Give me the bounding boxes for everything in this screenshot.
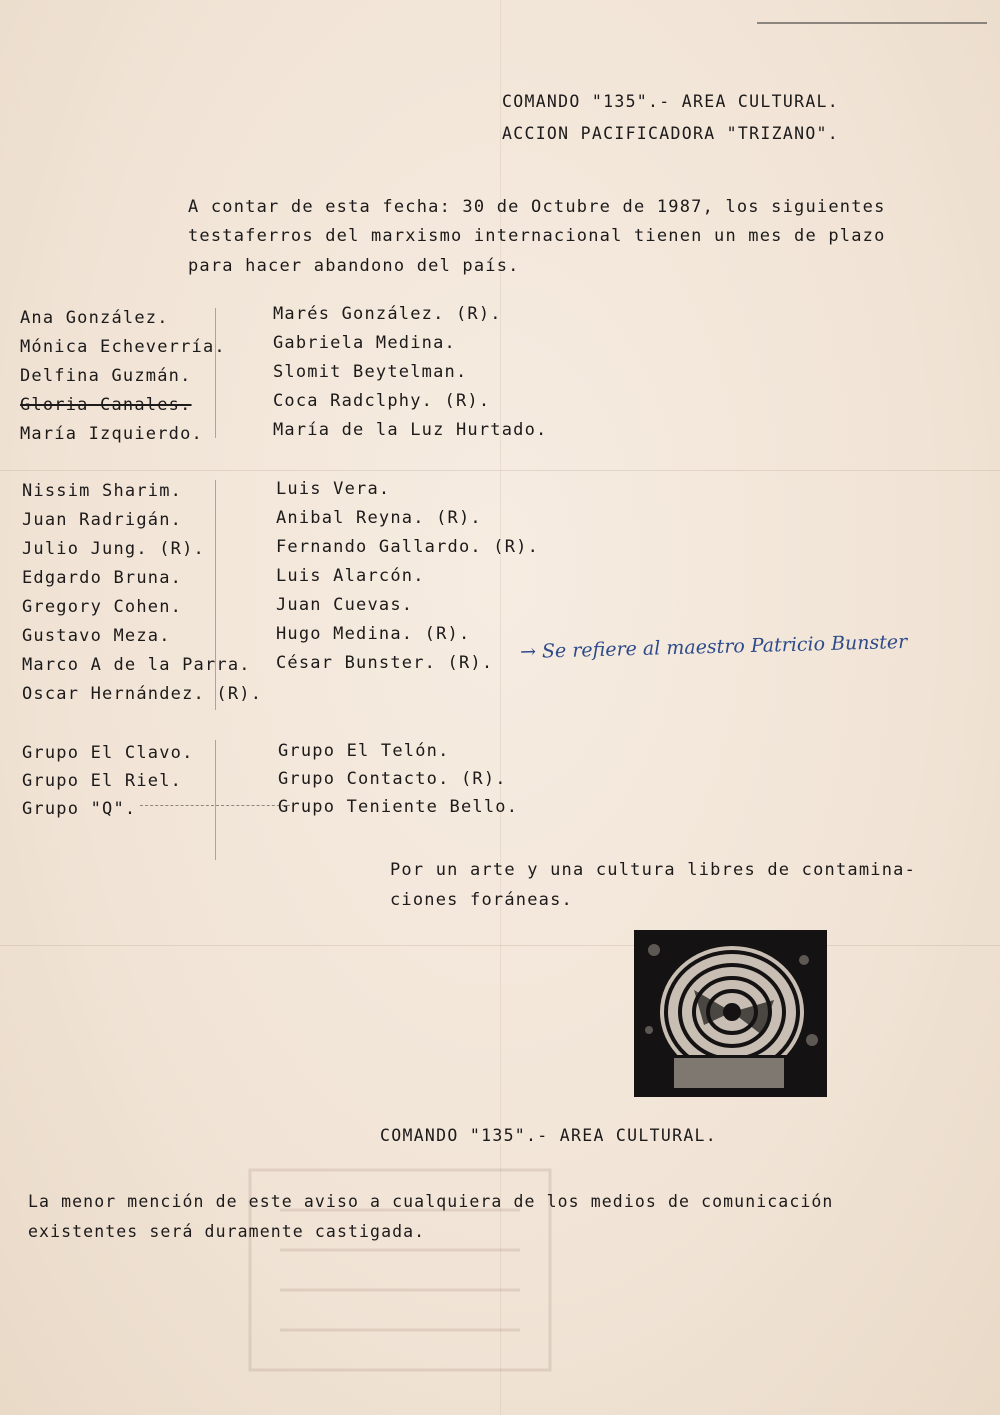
closing-line: Por un arte y una cultura libres de contamina- [390, 860, 917, 880]
signature: COMANDO "135".- AREA CULTURAL. [380, 1126, 718, 1145]
header-subtitle: ACCION PACIFICADORA "TRIZANO". [502, 124, 840, 143]
list-item: Grupo Teniente Bello. [278, 797, 519, 817]
list-item: María de la Luz Hurtado. [273, 420, 548, 440]
list-item: Grupo "Q". [22, 799, 137, 819]
list-item: Anibal Reyna. (R). [276, 508, 482, 528]
list-item: Grupo El Riel. [22, 771, 183, 791]
list-item: Gabriela Medina. [273, 333, 456, 353]
emblem-stamp [634, 930, 827, 1097]
column-divider [215, 480, 216, 710]
list-item: Hugo Medina. (R). [276, 624, 471, 644]
list-item: Grupo Contacto. (R). [278, 769, 507, 789]
intro-line: para hacer abandono del país. [188, 256, 520, 276]
list-item: Juan Cuevas. [276, 595, 414, 615]
warning-line: existentes será duramente castigada. [28, 1222, 426, 1241]
list-item: Luis Vera. [276, 479, 391, 499]
list-item: María Izquierdo. [20, 424, 203, 444]
list-item: Julio Jung. (R). [22, 539, 205, 559]
column-divider [215, 740, 216, 860]
list-item: Grupo El Telón. [278, 741, 450, 761]
list-item: Edgardo Bruna. [22, 568, 183, 588]
warning-line: La menor mención de este aviso a cualquiera de los medios de comunicación [28, 1192, 834, 1211]
handwritten-annotation: → Se refiere al maestro Patricio Bunster [519, 630, 908, 664]
list-item: Mónica Echeverría. [20, 337, 226, 357]
list-item: Marés González. (R). [273, 304, 502, 324]
list-item: Gregory Cohen. [22, 597, 183, 617]
intro-line: testaferros del marxismo internacional tienen un mes de plazo [188, 226, 886, 246]
header-title: COMANDO "135".- AREA CULTURAL. [502, 92, 840, 111]
list-item: Slomit Beytelman. [273, 362, 468, 382]
column-divider [215, 308, 216, 438]
dashed-line [140, 805, 290, 807]
list-item: Oscar Hernández. (R). [22, 684, 263, 704]
list-item-struck: Gloria Canales. [20, 395, 192, 415]
list-item: Fernando Gallardo. (R). [276, 537, 540, 557]
list-item: Ana González. [20, 308, 169, 328]
list-item: Nissim Sharim. [22, 481, 183, 501]
list-item: Coca Radclphy. (R). [273, 391, 491, 411]
list-item: Marco A de la Parra. [22, 655, 251, 675]
list-item: Juan Radrigán. [22, 510, 183, 530]
list-item: Gustavo Meza. [22, 626, 171, 646]
list-item: Grupo El Clavo. [22, 743, 194, 763]
list-item: César Bunster. (R). [276, 653, 494, 673]
bleed-through-stamp [210, 1150, 590, 1390]
top-edge-mark [757, 22, 987, 24]
list-item: Delfina Guzmán. [20, 366, 192, 386]
intro-line: A contar de esta fecha: 30 de Octubre de 1987, los siguientes [188, 197, 886, 217]
closing-line: ciones foráneas. [390, 890, 573, 910]
list-item: Luis Alarcón. [276, 566, 425, 586]
